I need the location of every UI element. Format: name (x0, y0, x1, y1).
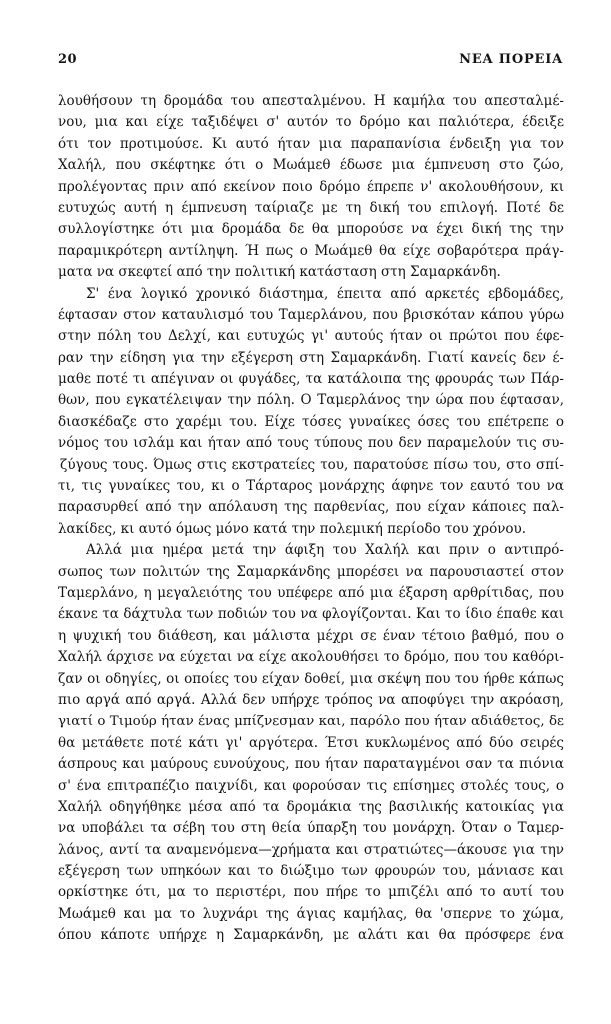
text-line: λάνος, αντί τα αναμενόμενα—χρήματα και στρατιώτες—άκουσε για την (58, 841, 564, 858)
running-title: ΝΕΑ ΠΟΡΕΙΑ (459, 52, 563, 67)
text-line: θα μετάθετε ποτέ κάτι γι' αργότερα. Έτσι κυκλωμένος από δύο σειρές (58, 734, 564, 751)
text-line: παρασυρθεί από την απόλαυση της παρθενίας, που είχαν κάποιες παλ- (58, 499, 564, 516)
text-line: παραμικρότερη αντίληψη. Ή πως ο Μωάμεθ θα είχε σοβαρότερα πράγ- (58, 242, 564, 259)
text-line: Ταμερλάνο, η μεγαλειότης του υπέφερε από μια έξαρση αρθρίτιδας, που (58, 584, 564, 601)
page-number: 20 (58, 52, 78, 67)
text-line: Χαλήλ οδηγήθηκε μέσα από τα δρομάκια της βασιλικής κατοικίας για (58, 798, 564, 815)
text-line: νου, μια και είχε ταξιδέψει σ' αυτόν το δρόμο και παλιότερα, έδειξε (58, 114, 564, 131)
text-line: σωπος των πολιτών της Σαμαρκάνδης μπορέσει να παρουσιαστεί στον (58, 563, 564, 580)
text-line: τι, τις γυναίκες του, κι ο Τάρταρος μονάρχης άφηνε τον εαυτό του να (58, 478, 564, 495)
text-line: έφτασαν στον καταυλισμό του Ταμερλάνου, που βρισκόταν κάπου γύρω (58, 306, 564, 323)
text-line: ραν την είδηση για την εξέγερση στη Σαμαρκάνδη. Γιατί κανείς δεν έ- (58, 349, 564, 366)
text-line: γιατί ο Τιμούρ ήταν ένας μπίζνεσμαν και, παρόλο που ήταν αδιάθετος, δε (58, 714, 564, 730)
body-text (58, 91, 564, 947)
text-line: η ψυχική του διάθεση, και μάλιστα μέχρι σε έναν τέτοιο βαθμό, που ο (58, 627, 564, 644)
text-line: λουθήσουν τη δρομάδα του απεσταλμένου. Η καμήλα του απεσταλμέ- (58, 93, 564, 109)
text-line: έκανε τα δάχτυλα των ποδιών του να φλογίζονται. Και το ίδιο έπαθε και (58, 606, 564, 623)
page-header (58, 52, 563, 72)
text-line: ζύγους τους. Όμως στις εκστρατείες του, παρατούσε πίσω του, στο σπί- (60, 456, 564, 473)
text-line: ότι τον προτιμούσε. Κι αυτό ήταν μια παραπανίσια ένδειξη για τον (58, 135, 564, 152)
text-line: να υποβάλει τα σέβη του στη θεία ύπαρξη του μονάρχη. Όταν ο Ταμερ- (58, 820, 564, 837)
text-line: σ' ένα επιτραπέζιο παιχνίδι, και φορούσαν τις επίσημες στολές τους, ο (58, 777, 564, 794)
text-line: πιο αργά από αργά. Αλλά δεν υπήρχε τρόπος να αποφύγει την ακρόαση, (58, 691, 564, 708)
text-line: Μωάμεθ και μα το λυχνάρι της άγιας καμήλας, θα 'σπερνε το χώμα, (58, 905, 564, 922)
text-line: ζαν οι οδηγίες, οι οποίες του είχαν δοθεί, μια σκέψη που του ήρθε κάπως (58, 670, 564, 687)
text-line: θων, που εγκατέλειψαν την πόλη. Ο Ταμερλάνος την ώρα που έφτασαν, (58, 392, 564, 409)
text-line: νόμος του ισλάμ και ήταν από τους τύπους που δεν παραμελούν τις συ- (58, 435, 564, 452)
text-line: συλλογίστηκε ότι μια δρομάδα δε θα μπορούσε να έχει δική της την (58, 221, 564, 238)
text-line: στην πόλη του Δελχί, και ευτυχώς γι' αυτούς ήταν οι πρώτοι που έφε- (58, 328, 564, 345)
text-line: ορκίστηκε ότι, μα το περιστέρι, που πήρε το μπιζέλι από το αυτί του (58, 884, 564, 901)
text-line: ευτυχώς αυτή η έμπνευση ταίριαζε με τη δική του επιλογή. Ποτέ δε (58, 199, 564, 216)
text-line: διασκέδαζε στο χαρέμι του. Είχε τόσες γυναίκες όσες του επέτρεπε ο (58, 413, 564, 430)
text-line: προλέγοντας πριν από εκείνον ποιο δρόμο έπρεπε ν' ακολουθήσουν, κι (58, 178, 564, 195)
text-line: άσπρους και μαύρους ευνούχους, που ήταν παραταγμένοι σαν τα πιόνια (58, 756, 564, 773)
text-line: Σ' ένα λογικό χρονικό διάστημα, έπειτα από αρκετές εβδομάδες, (86, 285, 564, 302)
text-line: ματα να σκεφτεί από την πολιτική κατάσταση στη Σαμαρκάνδη. (58, 264, 501, 281)
text-line: Αλλά μια ημέρα μετά την άφιξη του Χαλήλ και πριν ο αντιπρό- (86, 542, 564, 559)
text-line: Χαλήλ, που σκέφτηκε ότι ο Μωάμεθ έδωσε μια έμπνευση στο ζώο, (58, 157, 564, 174)
text-line: εξέγερση των υπηκόων και το διώξιμο των φρουρών του, μάνιασε και (58, 863, 564, 880)
text-line: όπου κάποτε υπήρχε η Σαμαρκάνδη, με αλάτι και θα πρόσφερε ένα (58, 927, 564, 944)
text-line: Χαλήλ άρχισε να εύχεται να είχε ακολουθήσει το δρόμο, που του καθόρι- (58, 649, 564, 666)
text-line: μαθε ποτέ τι απέγιναν οι φυγάδες, τα κατάλοιπα της φρουράς των Πάρ- (58, 371, 564, 388)
text-line: λακίδες, κι αυτό όμως μόνο κατά την πολεμική περίοδο του χρόνου. (58, 520, 527, 537)
